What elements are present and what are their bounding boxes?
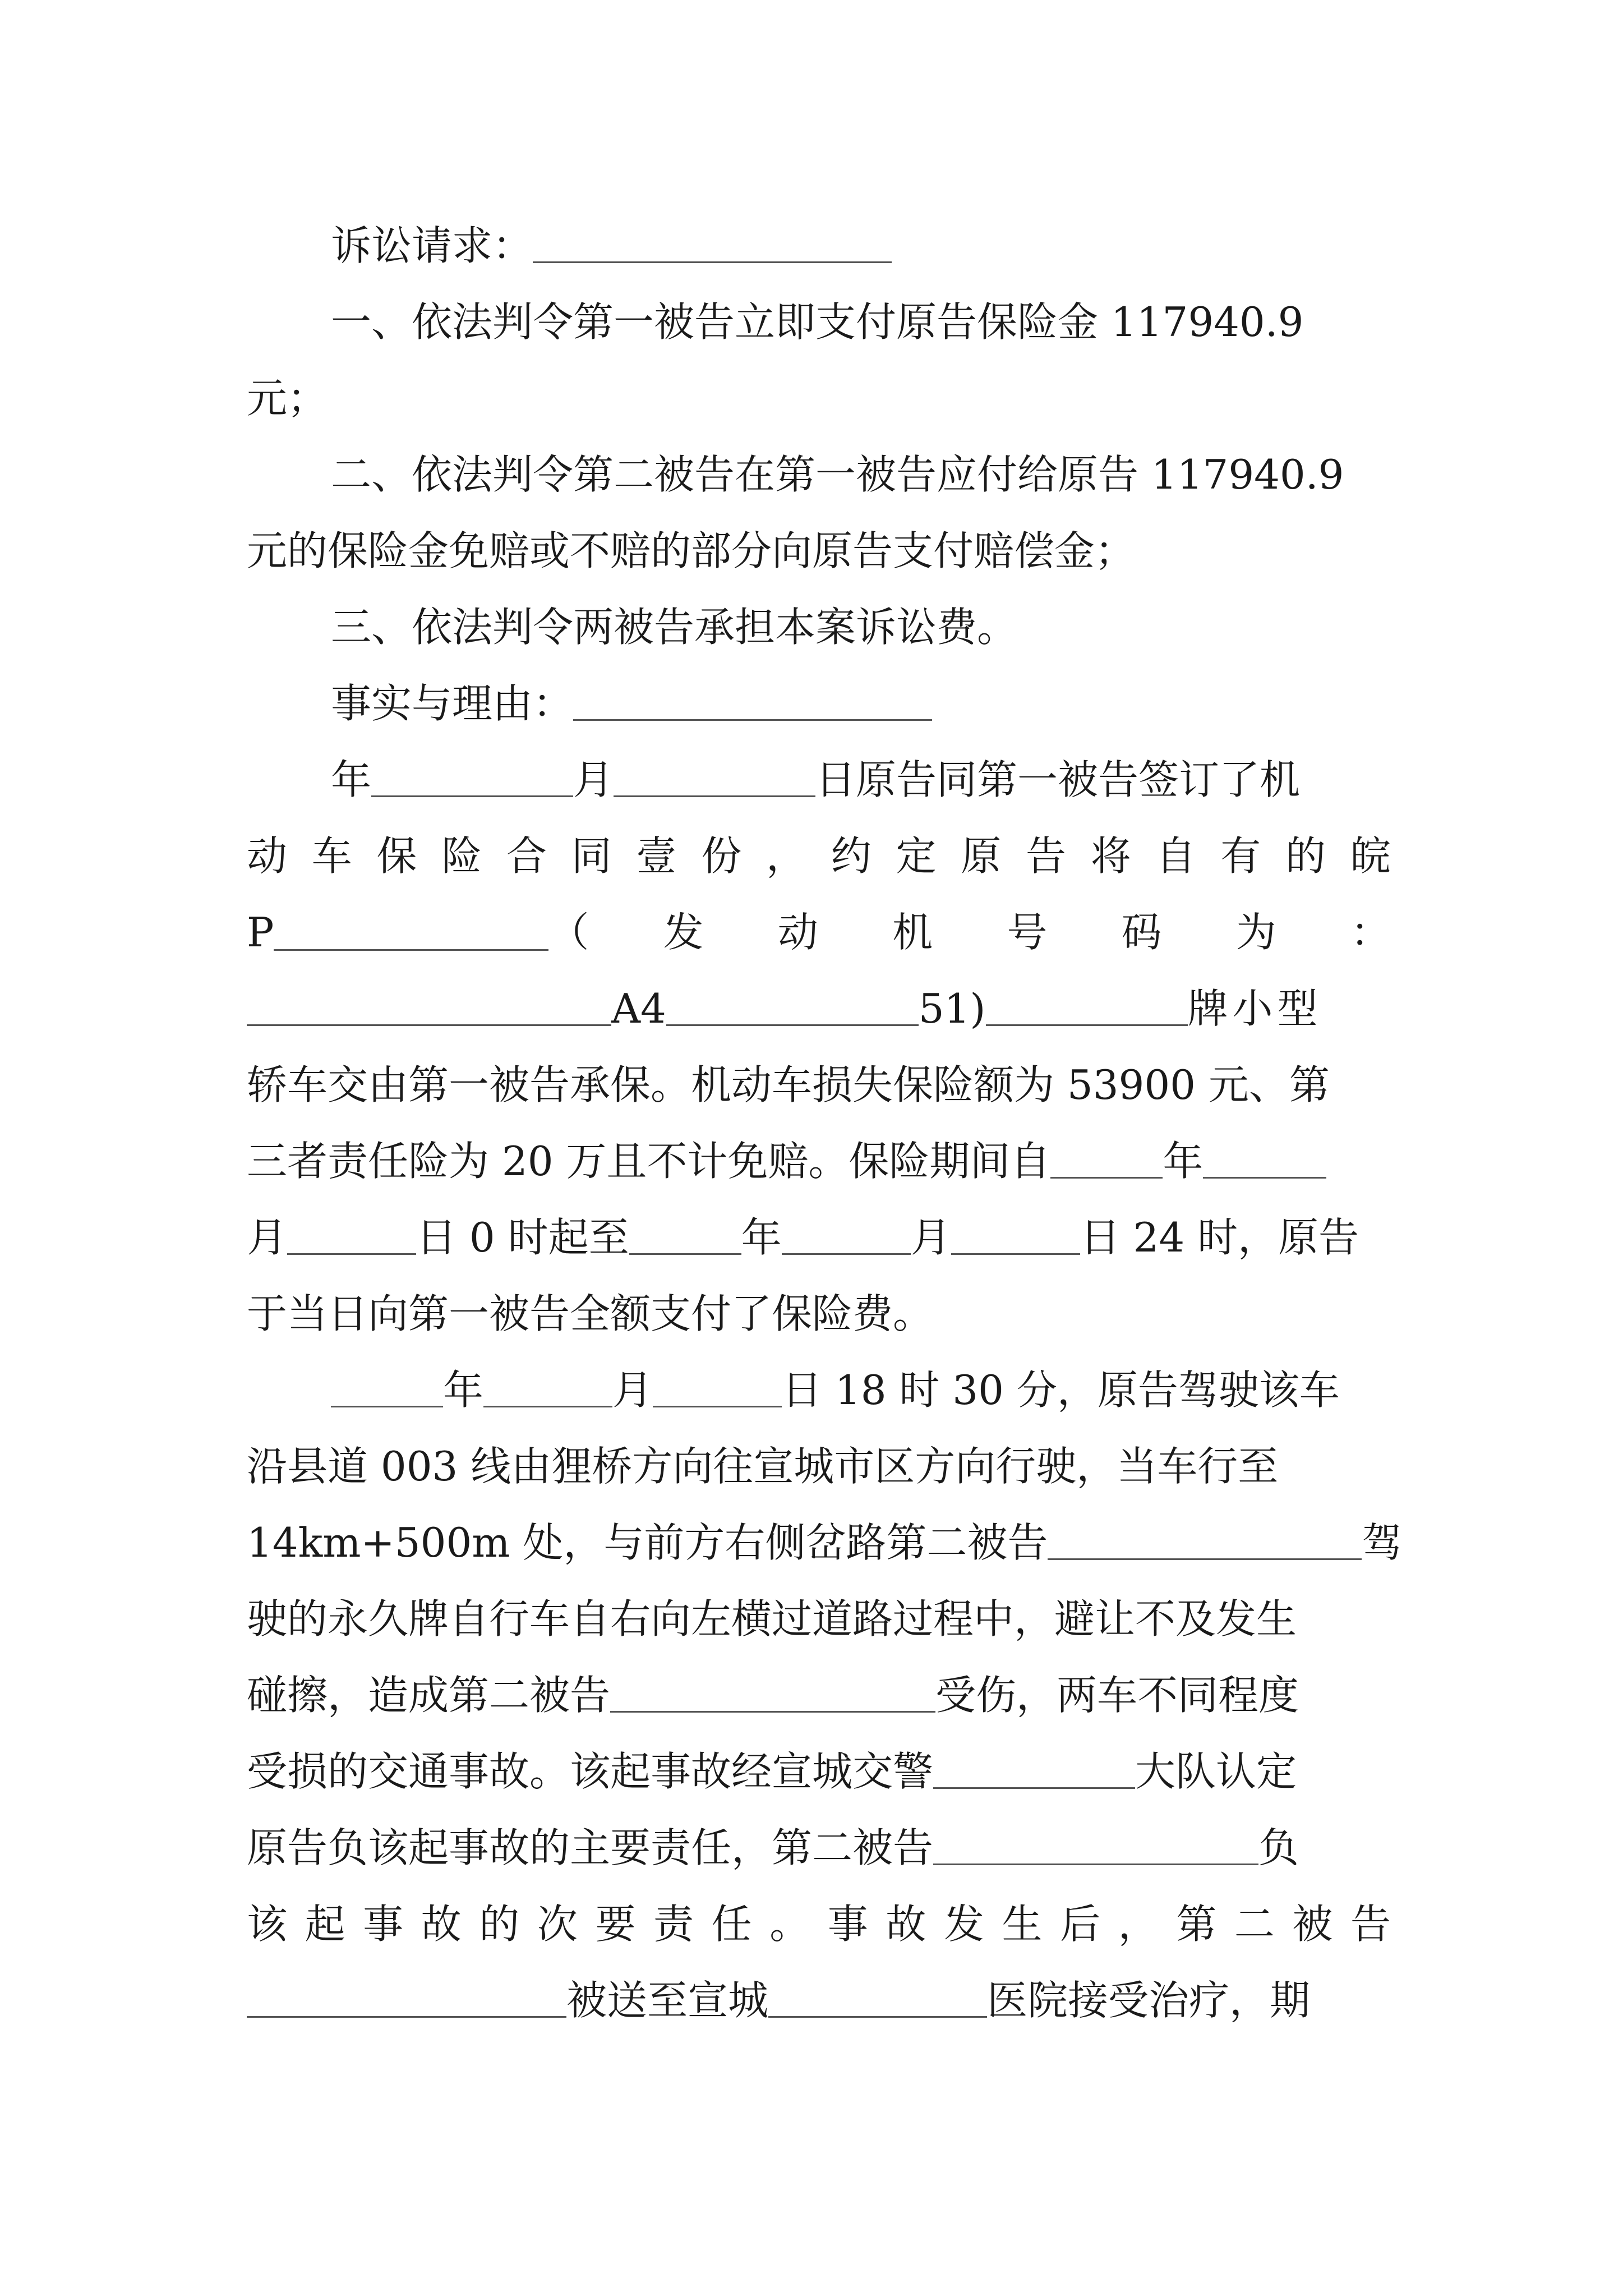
facts-p2-line-8-char: 的 <box>479 1901 520 1948</box>
facts-p2-line-8-char: 次 <box>537 1901 578 1948</box>
facts-p2-line-8-char: 任 <box>711 1901 752 1948</box>
facts-p1-line-5 <box>247 1047 1391 1123</box>
facts-p2-line-7 <box>247 1810 1391 1886</box>
facts-p2-line-8-char: 后 <box>1060 1901 1101 1948</box>
engine-number-label-char: 机 <box>892 909 933 956</box>
facts-p1-line-2-char: 皖 <box>1350 832 1391 880</box>
claim-2-line-2 <box>247 513 1391 589</box>
facts-p1-text: 日原告同第一被告签订了机 <box>815 756 1301 803</box>
claim-2-text: 二、依法判令第二被告在第一被告应付给原告 117940.9 <box>331 451 1344 498</box>
claim-2-line-1 <box>247 436 1391 513</box>
facts-p2-line-8-char: ， <box>1118 1901 1159 1948</box>
claim-2-text-cont: 元的保险金免赔或不赔的部分向原告支付赔偿金； <box>247 527 1136 574</box>
facts-p1-line-2-char: 将 <box>1090 832 1131 880</box>
facts-p1-line-6 <box>247 1123 1391 1199</box>
period-end-day-blank <box>951 1220 1080 1255</box>
facts-p2-line-8-char: 生 <box>1002 1901 1043 1948</box>
engine-number-blank-2 <box>666 991 919 1026</box>
second-defendant-name-blank-3 <box>933 1830 1258 1865</box>
claim-3-text: 三、依法判令两被告承担本案诉讼费。 <box>331 604 1018 651</box>
plate-number-blank <box>274 915 548 951</box>
engine-number-blank-1 <box>247 991 611 1026</box>
facts-p1-line-7 <box>247 1199 1391 1276</box>
second-defendant-name-blank-4 <box>247 1982 566 2018</box>
accident-year-label: 年 <box>443 1366 484 1414</box>
period-start-year-label: 年 <box>1163 1138 1204 1185</box>
facts-p2-line-2 <box>247 1428 1391 1504</box>
claims-heading: 诉讼请求： <box>331 222 533 269</box>
facts-p2-line-8-char: 事 <box>363 1901 404 1948</box>
second-defendant-name-blank-2 <box>610 1677 935 1713</box>
facts-p2-line-8-char: 二 <box>1234 1901 1275 1948</box>
facts-p2-line-8-char: 故 <box>886 1901 926 1948</box>
accident-day-blank <box>653 1372 782 1407</box>
engine-number-label-char: 发 <box>663 909 704 956</box>
facts-p1-line-8 <box>247 1276 1391 1352</box>
facts-p2-line-8-char: 第 <box>1176 1901 1217 1948</box>
facts-p2-text-5: 碰擦，造成第二被告 <box>247 1672 611 1719</box>
facts-p1-line-2-char: 有 <box>1220 832 1261 880</box>
accident-time-text: 日 18 时 30 分，原告驾驶该车 <box>782 1366 1340 1414</box>
facts-p1-line-2-char: 同 <box>571 832 612 880</box>
facts-p2-text-9: 被送至宣城 <box>566 1977 769 2024</box>
facts-p2-text-3: 14km+500m 处，与前方右侧岔路第二被告 <box>247 1519 1048 1566</box>
claims-heading-line <box>247 208 1391 284</box>
facts-p2-line-3 <box>247 1504 1403 1581</box>
facts-p2-text-2: 沿县道 003 线由狸桥方向往宣城市区方向行驶，当车行至 <box>247 1443 1279 1490</box>
facts-p1-line-3 <box>247 894 1391 970</box>
facts-p2-line-8-char: 起 <box>305 1901 345 1948</box>
facts-p2-text-9b: 医院接受治疗，期 <box>987 1977 1311 2024</box>
facts-p1-text-8: 于当日向第一被告全额支付了保险费。 <box>247 1290 934 1337</box>
facts-p2-line-8-char: 要 <box>595 1901 636 1948</box>
facts-p1-line-2-char: 保 <box>376 832 417 880</box>
engine-number-label-char: 号 <box>1007 909 1048 956</box>
facts-p1-line-2-char: 告 <box>1026 832 1067 880</box>
facts-p2-line-5 <box>247 1657 1391 1733</box>
engine-number-label-char: 动 <box>777 909 818 956</box>
facts-p1-line-2-char: 自 <box>1155 832 1196 880</box>
facts-p1-line-2-char: 壹 <box>636 832 677 880</box>
date-month-label: 月 <box>573 756 614 803</box>
facts-heading-line <box>247 665 1391 742</box>
facts-p2-line-9 <box>247 1962 1391 2039</box>
facts-heading: 事实与理由： <box>331 680 574 727</box>
period-end-year-label: 年 <box>741 1214 782 1261</box>
facts-p1-line-2-char: 份 <box>701 832 742 880</box>
second-defendant-name-blank-1 <box>1048 1525 1362 1560</box>
claim-1-line-2 <box>247 360 1391 436</box>
facts-p2-text-6b: 大队认定 <box>1135 1748 1297 1795</box>
facts-p1-text-5: 轿车交由第一被告承保。机动车损失保险额为 53900 元、第 <box>247 1061 1330 1108</box>
facts-p1-line-2-char: 合 <box>506 832 547 880</box>
claim-1-line-1 <box>247 284 1391 360</box>
period-end-day-text: 日 24 时，原告 <box>1080 1214 1359 1261</box>
claim-3-line <box>247 589 1391 665</box>
vehicle-type-text: 牌小型 <box>1187 985 1322 1032</box>
complaint-text <box>247 208 1403 2039</box>
engine-number-label-char: ： <box>1350 909 1391 956</box>
claim-1-text-cont: 元； <box>247 375 328 422</box>
facts-p1-line-2-char: 原 <box>961 832 1002 880</box>
accident-month-blank <box>483 1372 612 1407</box>
engine-number-part-a4: A4 <box>611 985 666 1032</box>
accident-year-blank <box>331 1372 443 1407</box>
facts-p1-line-2-char: 车 <box>311 832 352 880</box>
facts-p2-line-6 <box>247 1733 1391 1810</box>
engine-number-label-char: （ <box>548 909 589 956</box>
facts-p2-line-4 <box>247 1581 1391 1657</box>
engine-number-label-char: 码 <box>1121 909 1162 956</box>
plate-prefix: P <box>247 909 274 956</box>
claims-heading-blank <box>533 228 892 263</box>
facts-p2-line-8-char: 被 <box>1292 1901 1333 1948</box>
engine-number-part-51: 51) <box>918 985 986 1032</box>
facts-p1-text-6: 三者责任险为 20 万且不计免赔。保险期间自 <box>247 1138 1051 1185</box>
facts-p2-line-8-char: 事 <box>827 1901 868 1948</box>
facts-p2-line-8-char: 发 <box>943 1901 984 1948</box>
facts-p2-line-8 <box>247 1886 1391 1962</box>
facts-p2-line-8-char: 该 <box>247 1901 288 1948</box>
period-end-year-blank <box>629 1220 741 1255</box>
facts-p1-line-2 <box>247 818 1391 894</box>
facts-p2-line-8-char: 责 <box>653 1901 694 1948</box>
accident-month-label: 月 <box>612 1366 653 1414</box>
date-month-blank <box>614 762 815 797</box>
period-start-year-blank <box>1050 1143 1163 1179</box>
facts-p2-line-8-char: 。 <box>769 1901 810 1948</box>
facts-p1-line-4 <box>247 970 1391 1047</box>
hospital-name-blank <box>768 1982 987 2018</box>
facts-p1-line-2-char: ， <box>766 832 807 880</box>
date-year-label: 年 <box>331 756 372 803</box>
facts-p2-text-5b: 受伤，两车不同程度 <box>935 1672 1299 1719</box>
facts-p2-line-8-char: 故 <box>421 1901 462 1948</box>
facts-p1-line-2-char: 动 <box>247 832 288 880</box>
facts-heading-blank <box>573 685 932 721</box>
facts-p1-line-2-char: 险 <box>441 832 482 880</box>
period-end-month-label: 月 <box>910 1214 951 1261</box>
facts-p2-line-8-char: 告 <box>1350 1901 1391 1948</box>
facts-p1-line-2-char: 定 <box>896 832 937 880</box>
period-start-month-blank <box>1203 1143 1326 1179</box>
facts-p2-line-1 <box>247 1352 1391 1428</box>
date-year-blank <box>371 762 573 797</box>
facts-p2-text-7: 原告负该起事故的主要责任，第二被告 <box>247 1824 934 1871</box>
facts-p2-text-7b: 负 <box>1258 1824 1299 1871</box>
engine-number-blank-3 <box>986 991 1188 1026</box>
period-start-month-label: 月 <box>247 1214 288 1261</box>
engine-number-label <box>548 894 1391 970</box>
engine-number-label-char: 为 <box>1235 909 1276 956</box>
facts-p1-line-2-char: 约 <box>831 832 872 880</box>
police-brigade-blank <box>933 1754 1135 1789</box>
claim-1-text: 一、依法判令第一被告立即支付原告保险金 117940.9 <box>331 298 1304 346</box>
period-start-day-blank <box>287 1220 416 1255</box>
facts-p1-line-2-char: 的 <box>1285 832 1326 880</box>
facts-p2-text-3b: 驾 <box>1362 1519 1403 1566</box>
facts-p2-text-6: 受损的交通事故。该起事故经宣城交警 <box>247 1748 934 1795</box>
period-start-day-label: 日 0 时起至 <box>416 1214 629 1261</box>
facts-p2-text-4: 驶的永久牌自行车自右向左横过道路过程中，避让不及发生 <box>247 1595 1297 1642</box>
period-end-month-blank <box>782 1220 911 1255</box>
facts-p1-line-1 <box>247 742 1391 818</box>
